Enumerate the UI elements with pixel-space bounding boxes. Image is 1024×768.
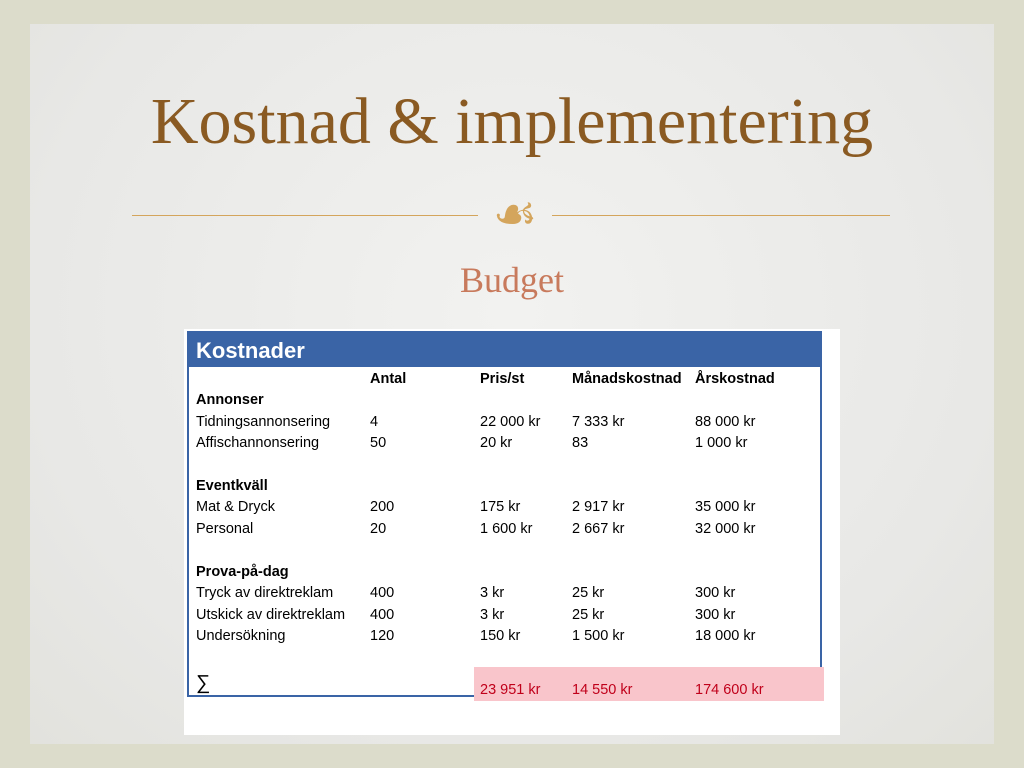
row-pris: 150 kr — [480, 628, 521, 644]
row-ar: 35 000 kr — [695, 499, 756, 515]
row-pris: 175 kr — [480, 499, 521, 515]
row-manad: 25 kr — [572, 607, 605, 623]
row-pris: 3 kr — [480, 607, 505, 623]
row-manad: 25 kr — [572, 585, 605, 601]
group-label-prova-pa-dag: Prova-på-dag — [196, 564, 289, 580]
divider-line-right — [552, 215, 890, 216]
row-manad: 1 500 kr — [572, 628, 625, 644]
row-ar: 300 kr — [695, 585, 736, 601]
column-header-manad: Månadskostnad — [572, 371, 682, 387]
column-header-pris: Pris/st — [480, 371, 525, 387]
row-manad: 7 333 kr — [572, 414, 625, 430]
row-pris: 3 kr — [480, 585, 505, 601]
sum-pris: 23 951 kr — [480, 682, 541, 698]
table-heading: Kostnader — [189, 333, 820, 367]
row-pris: 22 000 kr — [480, 414, 541, 430]
row-antal: 200 — [370, 499, 395, 515]
sum-ar: 174 600 kr — [695, 682, 764, 698]
row-manad: 2 917 kr — [572, 499, 625, 515]
column-header-ar: Årskostnad — [695, 371, 775, 387]
row-item: Personal — [196, 521, 254, 537]
row-item: Utskick av direktreklam — [196, 607, 346, 623]
row-item: Affischannonsering — [196, 435, 320, 451]
row-item: Tryck av direktreklam — [196, 585, 334, 601]
row-ar: 300 kr — [695, 607, 736, 623]
row-item: Mat & Dryck — [196, 499, 275, 515]
row-ar: 18 000 kr — [695, 628, 756, 644]
row-ar: 32 000 kr — [695, 521, 756, 537]
row-antal: 400 — [370, 585, 395, 601]
budget-table-image — [184, 329, 840, 735]
sum-symbol: ∑ — [196, 672, 211, 694]
row-manad: 2 667 kr — [572, 521, 625, 537]
row-item: Undersökning — [196, 628, 286, 644]
row-ar: 1 000 kr — [695, 435, 748, 451]
flourish-icon: ☙ — [492, 186, 538, 242]
row-antal: 20 — [370, 521, 387, 537]
row-item: Tidningsannonsering — [196, 414, 331, 430]
slide-title: Kostnad & implementering — [150, 85, 874, 158]
row-antal: 400 — [370, 607, 395, 623]
row-antal: 4 — [370, 414, 379, 430]
slide-subtitle: Budget — [460, 260, 564, 300]
row-pris: 20 kr — [480, 435, 513, 451]
row-manad: 83 — [572, 435, 589, 451]
divider-line-left — [132, 215, 478, 216]
row-antal: 50 — [370, 435, 387, 451]
row-pris: 1 600 kr — [480, 521, 533, 537]
sum-manad: 14 550 kr — [572, 682, 633, 698]
row-antal: 120 — [370, 628, 395, 644]
group-label-eventkvall: Eventkväll — [196, 478, 268, 494]
group-label-annonser: Annonser — [196, 392, 264, 408]
row-ar: 88 000 kr — [695, 414, 756, 430]
budget-table — [187, 331, 822, 697]
column-header-antal: Antal — [370, 371, 407, 387]
